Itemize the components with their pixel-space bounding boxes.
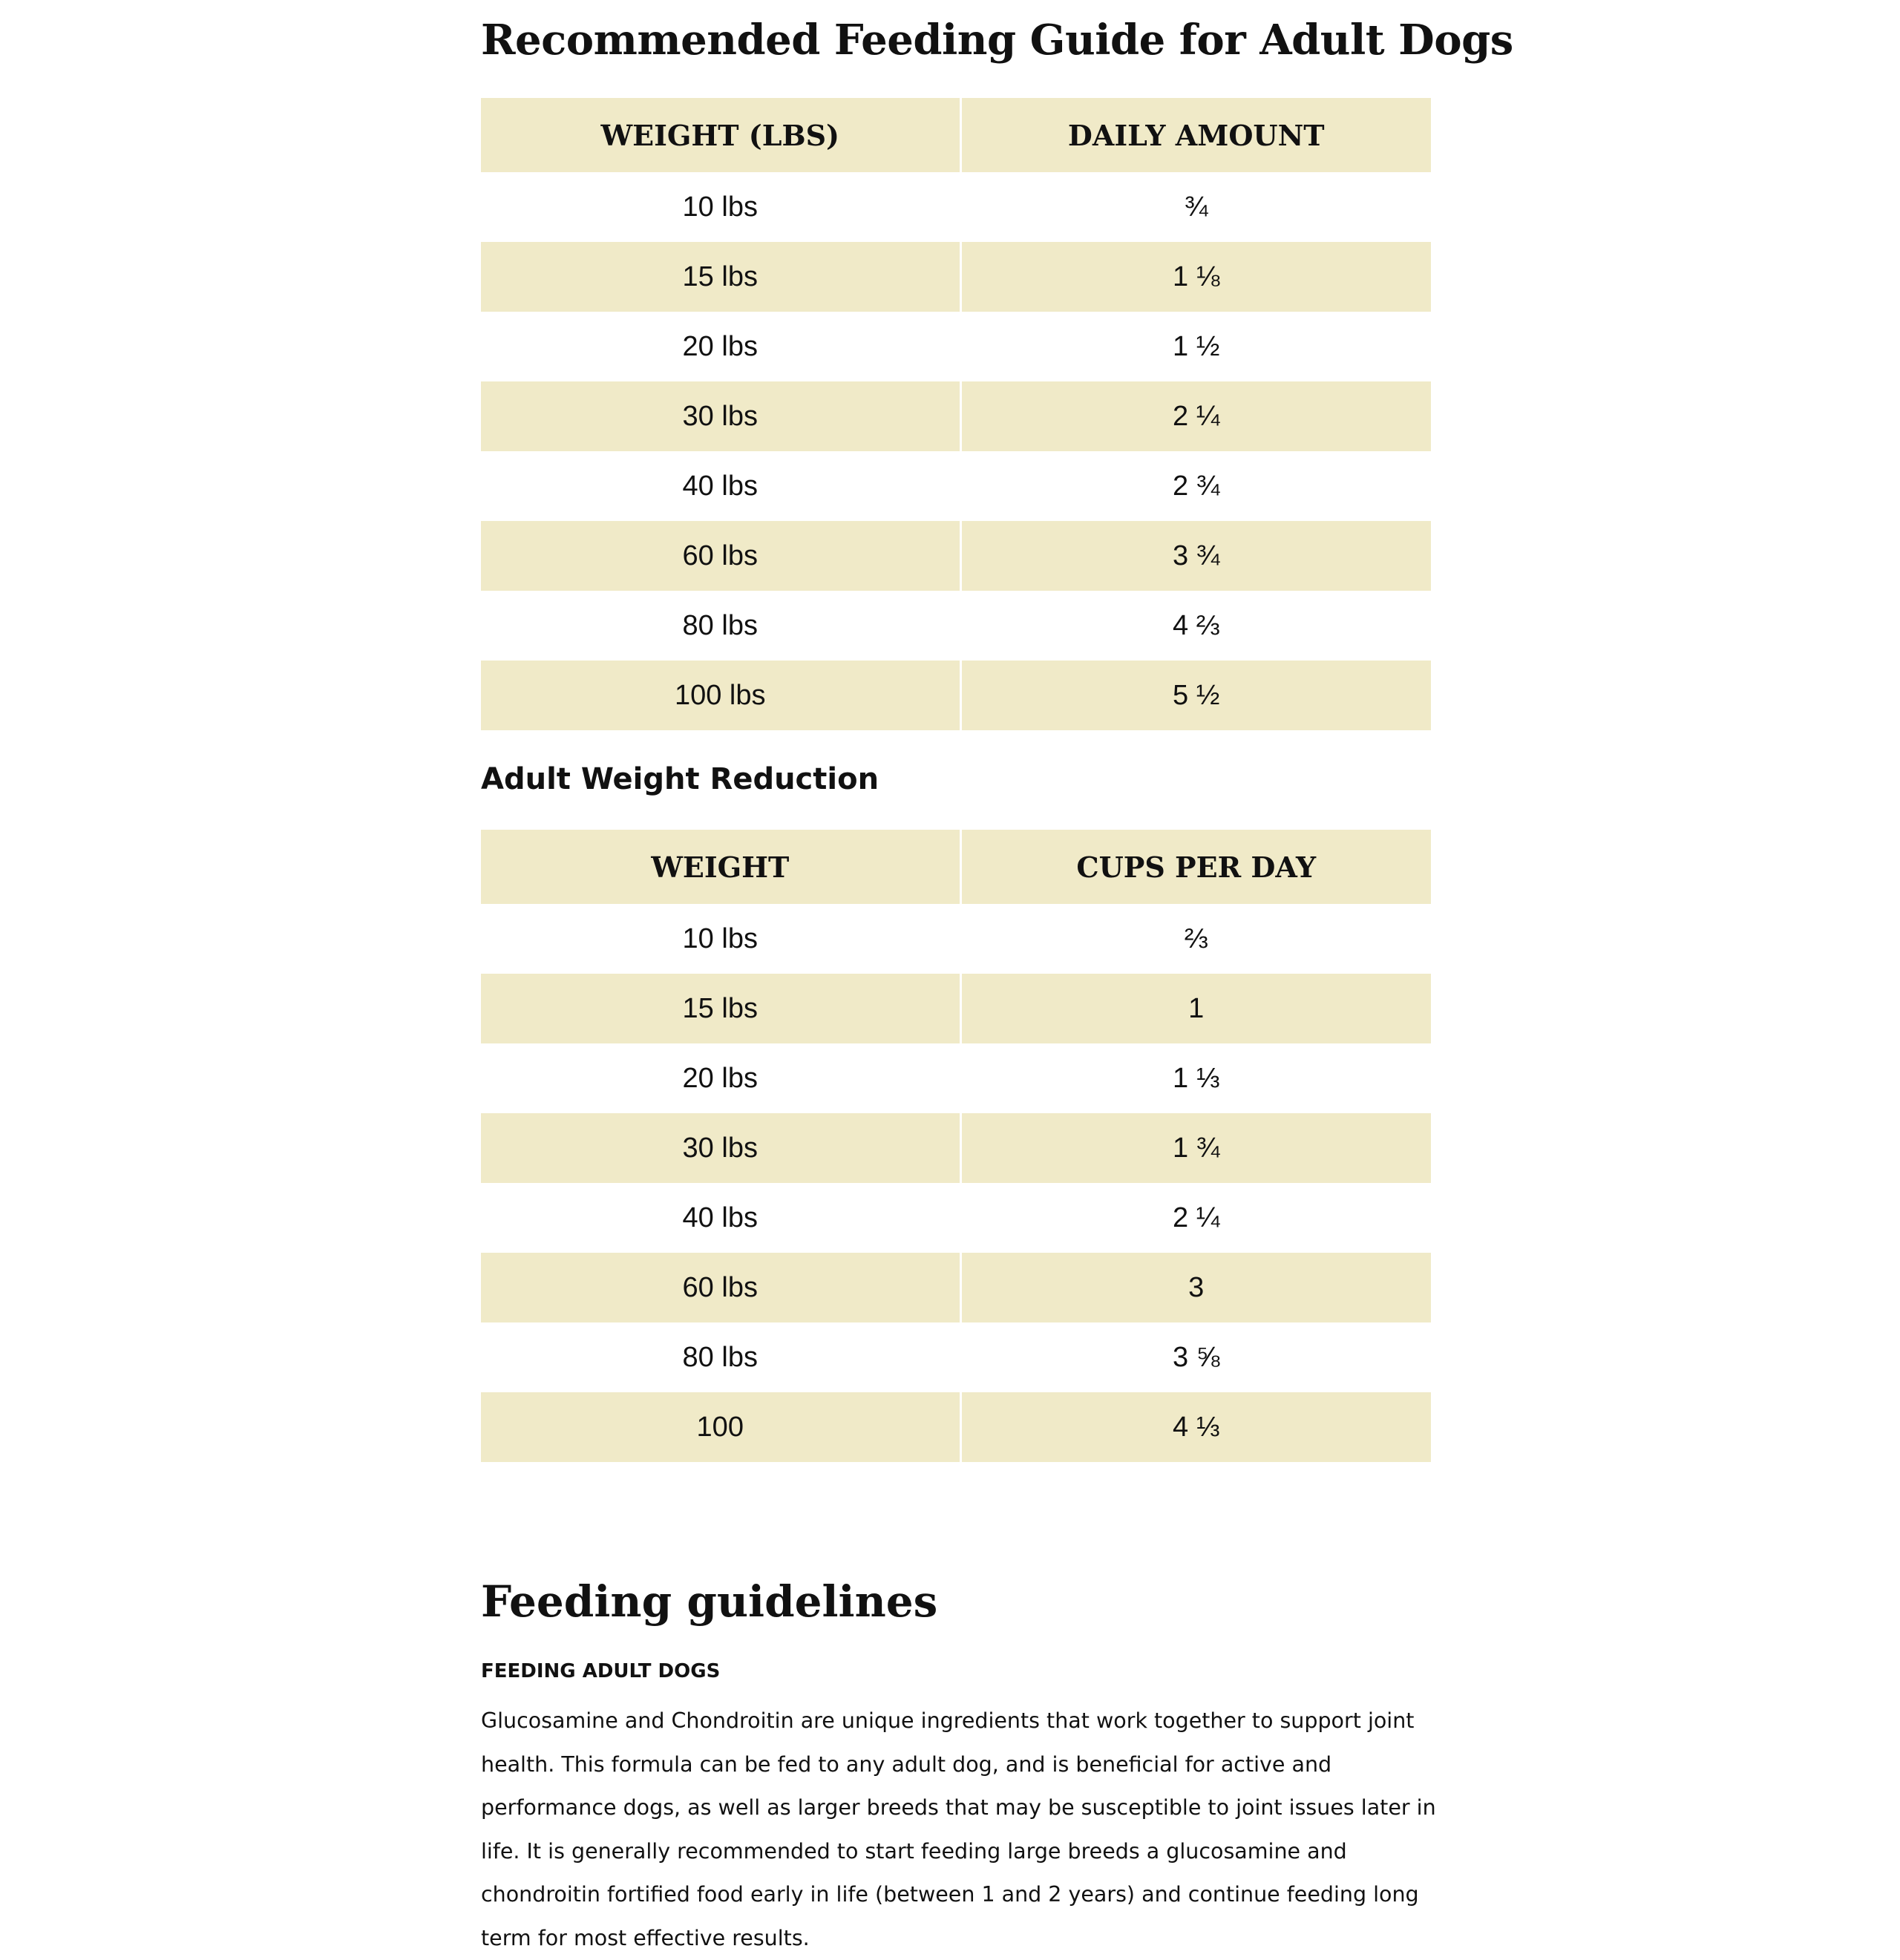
column-header-weight: WEIGHT [481,830,960,904]
table-row [481,1322,1431,1392]
amount-cell: 2 ¼ [960,381,1431,451]
column-header-weight: WEIGHT (LBS) [481,98,960,172]
weight-cell: 40 lbs [481,451,960,521]
cups-cell: 1 [960,974,1431,1043]
weight-cell: 30 lbs [481,1113,960,1183]
weight-reduction-table [481,830,1431,1462]
weight-cell: 100 [481,1392,960,1462]
weight-cell: 15 lbs [481,974,960,1043]
table-row [481,1043,1431,1113]
cups-cell: 3 [960,1253,1431,1322]
table-row [481,521,1431,591]
cups-cell: ⅔ [1184,922,1208,954]
table-row [481,312,1431,381]
cups-cell: 2 ¼ [1173,1202,1220,1233]
table-row [481,242,1431,312]
amount-cell: 4 ⅔ [1173,609,1220,641]
table-row [481,451,1431,521]
weight-cell: 40 lbs [481,1183,960,1253]
table-row [481,661,1431,730]
table-row [481,381,1431,451]
cups-cell: 3 ⅝ [1173,1341,1220,1373]
table-header-row [481,830,1431,904]
column-header-cups-per-day: CUPS PER DAY [960,830,1431,904]
weight-cell: 10 lbs [481,904,960,974]
weight-cell: 80 lbs [481,591,960,661]
amount-cell: 1 ⅛ [960,242,1431,312]
table-row [481,591,1431,661]
feeding-guide-table [481,98,1431,730]
cups-cell: 1 ¾ [960,1113,1431,1183]
amount-cell: 2 ¾ [1173,470,1220,502]
table-row [481,1113,1431,1183]
cups-cell: 4 ⅓ [960,1392,1431,1462]
table-row [481,1183,1431,1253]
feeding-guide-title: Recommended Feeding Guide for Adult Dogs [481,16,1513,65]
table-row [481,974,1431,1043]
amount-cell: 5 ½ [960,661,1431,730]
amount-cell: 3 ¾ [960,521,1431,591]
table-row [481,172,1431,242]
weight-reduction-title: Adult Weight Reduction [481,762,879,796]
weight-cell: 10 lbs [481,172,960,242]
weight-cell: 60 lbs [481,521,960,591]
table-header-row [481,98,1431,172]
feeding-adult-dogs-subheading: FEEDING ADULT DOGS [481,1660,721,1682]
weight-cell: 100 lbs [481,661,960,730]
weight-cell: 30 lbs [481,381,960,451]
table-row [481,1392,1431,1462]
weight-cell: 20 lbs [481,1043,960,1113]
weight-cell: 80 lbs [481,1322,960,1392]
column-header-daily-amount: DAILY AMOUNT [960,98,1431,172]
table-row [481,1253,1431,1322]
cups-cell: 1 ⅓ [1173,1062,1220,1094]
weight-cell: 60 lbs [481,1253,960,1322]
feeding-guidelines-title: Feeding guidelines [481,1576,938,1627]
weight-cell: 20 lbs [481,312,960,381]
amount-cell: ¾ [1184,191,1208,223]
amount-cell: 1 ½ [1173,330,1220,362]
guidelines-paragraph: Glucosamine and Chondroitin are unique ingredients that work together to support joint health. This formula can be fed to any adult dog, and is beneficial for active and performance dogs, as well as larger breeds that may be susceptible to joint issues later in life. It is generally recommended to start feeding large breeds a glucosamine and chondroitin fortified food early in life (between 1 and 2 years) and continue feeding long term for most effective results. [481,1708,1436,1950]
weight-cell: 15 lbs [481,242,960,312]
table-row [481,904,1431,974]
